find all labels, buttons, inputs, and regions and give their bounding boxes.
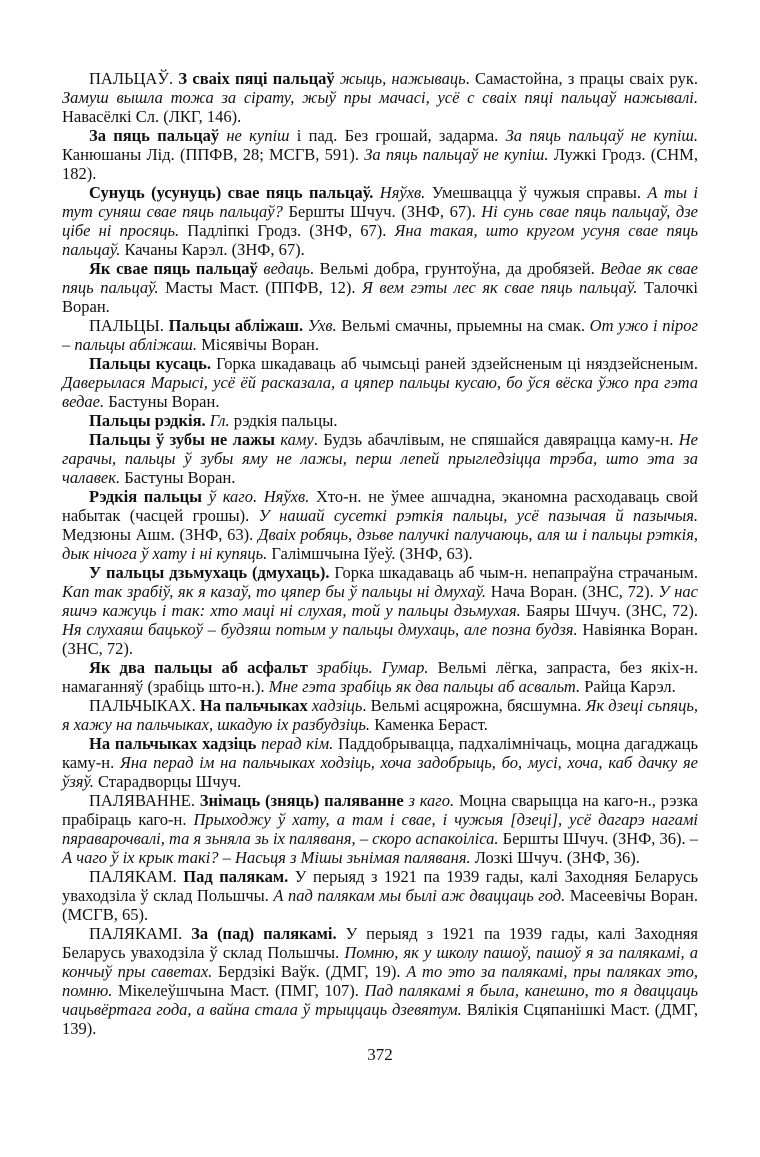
text-segment: Масты Маст. (ППФВ, 12). [165,278,363,297]
text-segment: Пальцы рэдкія. [89,411,210,430]
dictionary-entry [62,734,698,791]
text-segment: ПАЛЯКАМ. [89,867,184,886]
text-segment: Вялікія Сцяпанішкі Маст. (ДМГ, 139). [62,1000,698,1038]
dictionary-entry [62,354,698,411]
text-segment: Старадворцы Шчуч. [97,772,242,791]
text-segment: Місявічы Воран. [201,335,319,354]
dictionary-entry [62,924,698,1038]
text-segment: . Вельмі асцярожна, бясшумна. [362,696,586,715]
text-segment: Пад палякам. [183,867,295,886]
text-segment: Я вем гэты лес як свае пяць пальцаў. [362,278,644,297]
text-segment: Прыходжу ў хату, а там і свае, і чужыя [дзеці], усё дагарэ нагамі пяраварочвалі, та я зьняла зь іх паляваня, – скоро аспакоіліса. [62,810,698,848]
dictionary-entry [62,316,698,354]
dictionary-entry [62,696,698,734]
text-segment: Бершты Шчуч. (ЗНФ, 67). [288,202,482,221]
text-segment: Бастуны Воран. [124,468,236,487]
text-segment: Бастуны Воран. [108,392,220,411]
text-segment: з каго. [408,791,459,810]
text-segment: От ужо і пірог – пальцы абліжаш. [62,316,698,354]
text-segment: жыць, нажываць [339,69,466,88]
text-segment: Ведае як свае пяць пальцаў. [62,259,698,297]
text-segment: Ня слухаяш бацькоў – будзяш потым у пальцы дмухаць, але позна будзя. [62,620,583,639]
text-segment: не купіш [226,126,297,145]
text-segment: і пад. Без грошай, задарма. [296,126,506,145]
dictionary-entry [62,791,698,867]
text-segment: Нача Воран. (ЗНС, 72). [490,582,659,601]
page-number: 372 [367,1045,393,1064]
text-segment: За пяць пальцаў не купіш. [505,126,698,145]
text-segment: Сунуць (усунуць) свае пяць пальцаў. [89,183,380,202]
text-segment: Даверылася Марысі, усё ёй расказала, а цяпер пальцы кусаю, бо ўся вёска ўжо пра гэта ведае. [62,373,698,411]
text-segment: А то это за палякамі, пры паляках это, помню. [62,962,698,1000]
text-segment: Пальцы абліжаш. [168,316,308,335]
text-segment: За пяць пальцаў не купіш. [364,145,554,164]
text-segment: . Вельмі добра, грунтоўна, да дробязей. [309,259,601,278]
text-segment: А ты і тут суняш свае пяць пальцаў? [62,183,698,221]
text-segment: Мікелеўшчына Маст. (ПМГ, 107). [118,981,365,1000]
text-segment: На пальчыках хадзіць [89,734,262,753]
text-segment: рэдкія пальцы. [233,411,338,430]
text-segment: Знімаць (зняць) паляванне [199,791,409,810]
text-block [62,69,698,1038]
text-segment: Хто-н. не ўмее ашчадна, эканомна расходаваць свой набытак (часцей грошы). [62,487,698,525]
text-segment: У перыяд з 1921 па 1939 гады, калі Заходняя Беларусь уваходзіла ў склад Польшчы. [62,867,698,905]
text-segment: Канюшаны Лід. (ППФВ, 28; МСГВ, 591). [62,145,365,164]
text-segment: З сваіх пяці пальцаў [178,69,340,88]
text-segment: . Самастойна, з працы сваіх рук. [465,69,698,88]
dictionary-entry [62,69,698,126]
text-segment: Ухв. [307,316,342,335]
text-segment: ПАЛЬЧЫКАХ. [89,696,200,715]
text-segment: Навіянка Воран. (ЗНС, 72). [62,620,698,658]
text-segment: Яна такая, што кругом усуня свае пяць пальцаў. [62,221,699,259]
text-segment: Дваіх робяць, дзьве палучкі палучаюць, аля ш і пальцы рэткія, дык нічога ў хату і ні купяць. [62,525,698,563]
text-segment: Бердзікі Ваўк. (ДМГ, 19). [218,962,407,981]
text-segment: ведаць [263,259,310,278]
text-segment: Мне гэта зрабіць як два пальцы аб асвальт. [268,677,585,696]
dictionary-entry [62,411,698,430]
text-segment: Каменка Бераст. [374,715,488,734]
text-segment: Ні сунь свае пяць пальцаў, дзе цібе ні просяць. [62,202,698,240]
text-segment: Умешвацца ў чужыя справы. [431,183,648,202]
text-segment: Замуш вышла тожа за сірату, жыў пры мачасі, усё с сваіх пяці пальцаў нажывалі. [62,88,698,107]
text-segment: Баяры Шчуч. (ЗНС, 72). [526,601,698,620]
text-segment: Горка шкадаваць аб чымсьці раней здзейсненым ці няздзейсненым. [216,354,698,373]
text-segment: – А чаго ў іх крык такі? – Насьця з Мішы зьнімая паляваня. [62,829,699,867]
text-segment: Рэдкія пальцы [89,487,209,506]
text-segment: Пальцы кусаць. [89,354,217,373]
text-segment: Талочкі Воран. [62,278,698,316]
text-segment: Падліпкі Гродз. (ЗНФ, 67). [187,221,395,240]
text-segment: За пяць пальцаў [89,126,227,145]
text-segment: Лужкі Гродз. (СНМ, 182). [62,145,698,183]
text-segment: А пад палякам мы былі аж дваццаць год. [273,886,570,905]
text-segment: . Будзь абачлівым, не спяшайся давярацца каму-н. [313,430,679,449]
text-segment: ў каго. Няўхв. [208,487,316,506]
dictionary-entry [62,563,698,658]
text-segment: Як два пальцы аб асфальт [89,658,317,677]
text-segment: Помню, як у школу пашоў, пашоў я за палякамі, а кончыў пры саветах. [62,943,698,981]
text-segment: Яна перад ім на пальчыках ходзіць, хоча задобрыць, бо, мусі, хоча, каб дачку яе ўзяў. [62,753,698,791]
text-segment: Навасёлкі Сл. (ЛКГ, 146). [62,107,242,126]
text-segment: Пальцы ў зубы не лажы [89,430,281,449]
text-segment: Лозкі Шчуч. (ЗНФ, 36). [474,848,640,867]
text-segment: На пальчыках [199,696,312,715]
text-segment: Пад палякамі я была, канешно, то я дваццаць чацьвёртага года, а вайна стала ў трыццаць дзевятум. [62,981,698,1019]
text-segment: Бершты Шчуч. (ЗНФ, 36). [502,829,690,848]
text-segment: Паддобрывацца, падхалімнічаць, моцна дагаджаць каму-н. [62,734,698,772]
text-segment: Масеевічы Воран. (МСГВ, 65). [62,886,698,924]
text-segment: Як свае пяць пальцаў [89,259,264,278]
text-segment: Вельмі смачны, прыемны на смак. [341,316,590,335]
text-segment: Вельмі лёгка, запраста, без якіх-н. намаганняў (зрабіць што-н.). [62,658,698,696]
text-segment: каму [280,430,314,449]
text-segment: У перыяд з 1921 па 1939 гады, калі Заходняя Беларусь уваходзіла ў склад Польшчы. [62,924,698,962]
dictionary-entry [62,867,698,924]
text-segment: ПАЛЯВАННЕ. [89,791,200,810]
text-segment: зрабіць. Гумар. [316,658,438,677]
text-segment: У нас яшчэ кажуць і так: хто маці ні слухая, той у пальцы дзьмухая. [62,582,698,620]
text-segment: Качаны Карэл. (ЗНФ, 67). [124,240,305,259]
dictionary-entry [62,658,698,696]
text-segment: Не гарачы, пальцы ў зубы яму не лажы, перш лепей прыгледзіцца трэба, што эта за чалавек. [62,430,698,487]
text-segment: Райца Карэл. [584,677,676,696]
text-segment: У нашай сусеткі рэткія пальцы, усё пазычая й пазычыя. [258,506,699,525]
dictionary-entry [62,183,698,259]
dictionary-entry [62,487,698,563]
text-segment: Медзюны Ашм. (ЗНФ, 63). [62,525,258,544]
text-segment: перад кім. [261,734,338,753]
dictionary-entry [62,430,698,487]
text-segment: Галімшчына Іўеў. (ЗНФ, 63). [271,544,473,563]
text-segment: хадзіць [311,696,363,715]
text-segment: ПАЛЬЦАЎ. [89,69,179,88]
text-segment: За (пад) палякамі. [191,924,346,943]
text-segment: Моцна сварыцца на каго-н., рэзка прабіраць каго-н. [62,791,699,829]
text-segment: У пальцы дзьмухаць (дмухаць). [89,563,335,582]
text-segment: ПАЛЯКАМІ. [89,924,192,943]
text-segment: ПАЛЬЦЫ. [89,316,169,335]
dictionary-entry [62,126,698,183]
text-segment: Гл. [209,411,234,430]
text-segment: Кап так зрабіў, як я казаў, то цяпер бы ў пальцы ні дмухаў. [62,582,491,601]
text-segment: Горка шкадаваць аб чым-н. непапраўна страчаным. [334,563,698,582]
text-segment: Як дзеці сьпяць, я хажу на пальчыках, шкадую іх разбудзіць. [62,696,698,734]
dictionary-entry [62,259,698,316]
text-segment: Няўхв. [379,183,432,202]
